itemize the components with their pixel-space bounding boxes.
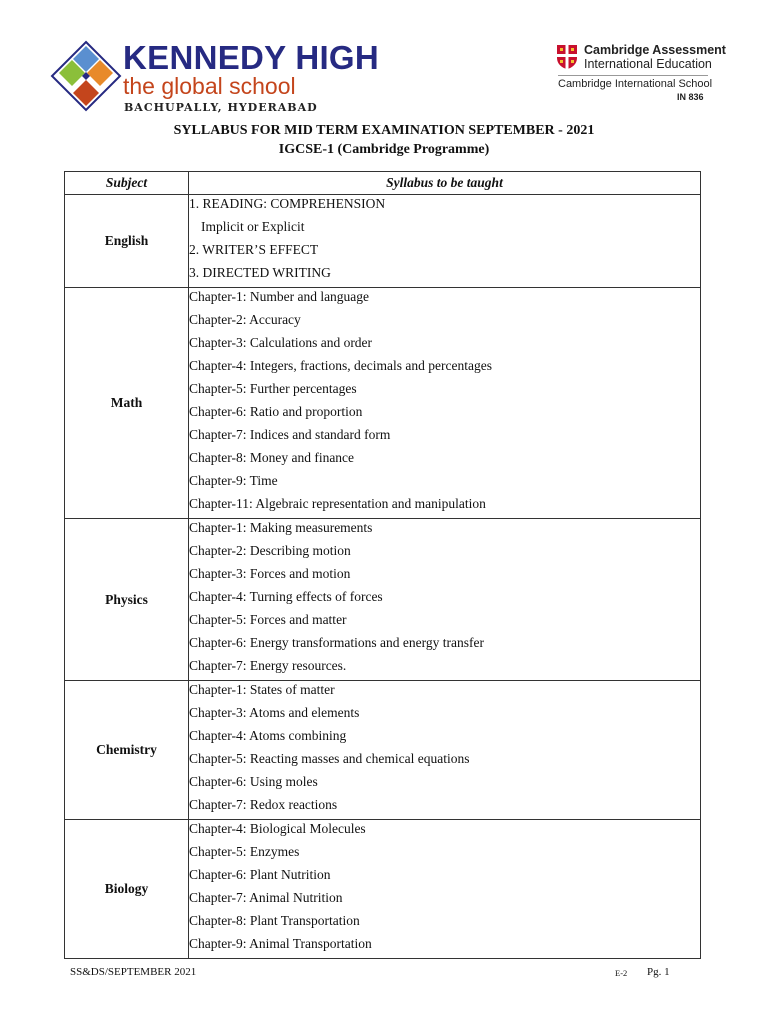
topic-item: Chapter-3: Atoms and elements xyxy=(189,705,360,720)
topic-item: Chapter-7: Animal Nutrition xyxy=(189,890,343,905)
topic-item: Chapter-9: Time xyxy=(189,473,278,488)
syllabus-table xyxy=(64,171,701,959)
subject-cell: English xyxy=(65,195,189,288)
topic-item: Chapter-8: Money and finance xyxy=(189,450,355,465)
topic-item: Chapter-9: Animal Transportation xyxy=(189,936,372,951)
topic-item: Chapter-4: Biological Molecules xyxy=(189,821,366,836)
document-title: SYLLABUS FOR MID TERM EXAMINATION SEPTEMBER - 2021 xyxy=(173,123,595,138)
school-name: KENNEDY HIGH xyxy=(123,39,380,76)
cambridge-assessment-label: Cambridge Assessment xyxy=(584,43,726,57)
topic-item: Chapter-5: Enzymes xyxy=(189,844,300,859)
table-row xyxy=(65,195,701,288)
topic-item: 2. WRITER’S EFFECT xyxy=(189,242,319,257)
topics-cell xyxy=(189,519,701,681)
topic-item: Chapter-8: Plant Transportation xyxy=(189,913,360,928)
topic-item: Chapter-1: Making measurements xyxy=(189,520,373,535)
topics-cell xyxy=(189,681,701,820)
subject-column-header: Subject xyxy=(65,172,189,195)
page-number: Pg. 1 xyxy=(647,966,670,978)
table-row xyxy=(65,681,701,820)
cambridge-center-code: IN 836 xyxy=(677,92,704,102)
topic-item: Chapter-3: Forces and motion xyxy=(189,566,351,581)
topic-item: Chapter-4: Integers, fractions, decimals and percentages xyxy=(189,358,492,373)
page-header xyxy=(0,0,768,118)
topic-item: 1. READING: COMPREHENSION xyxy=(189,196,386,211)
topic-item: Chapter-6: Plant Nutrition xyxy=(189,867,331,882)
footer-code: E-2 xyxy=(615,968,628,978)
topics-cell xyxy=(189,288,701,519)
document-subtitle: IGCSE-1 (Cambridge Programme) xyxy=(278,142,490,157)
topic-item: 3. DIRECTED WRITING xyxy=(189,265,331,280)
subject-cell: Math xyxy=(65,288,189,519)
school-tagline: the global school xyxy=(123,73,296,99)
school-location: BACHUPALLY, HYDERABAD xyxy=(124,101,318,114)
topic-item: Chapter-6: Ratio and proportion xyxy=(189,404,363,419)
topic-item: Chapter-7: Indices and standard form xyxy=(189,427,391,442)
topic-item: Chapter-1: Number and language xyxy=(189,289,370,304)
cambridge-shield-icon xyxy=(556,44,578,70)
topic-item: Chapter-6: Energy transformations and energy transfer xyxy=(189,635,485,650)
table-row xyxy=(65,288,701,519)
topic-item: Chapter-5: Reacting masses and chemical equations xyxy=(189,751,470,766)
footer-reference: SS&DS/SEPTEMBER 2021 xyxy=(70,966,197,978)
topic-item: Chapter-1: States of matter xyxy=(189,682,335,697)
topic-item: Chapter-6: Using moles xyxy=(189,774,318,789)
topic-item: Chapter-3: Calculations and order xyxy=(189,335,373,350)
table-header-row xyxy=(65,172,701,195)
topic-item: Chapter-4: Turning effects of forces xyxy=(189,589,383,604)
subject-cell: Chemistry xyxy=(65,681,189,820)
table-row xyxy=(65,820,701,959)
topic-item: Chapter-2: Accuracy xyxy=(189,312,301,327)
subject-cell: Biology xyxy=(65,820,189,959)
cambridge-divider xyxy=(558,75,708,76)
topic-item: Implicit or Explicit xyxy=(201,219,305,234)
table-row xyxy=(65,519,701,681)
topic-item: Chapter-5: Further percentages xyxy=(189,381,357,396)
topic-item: Chapter-4: Atoms combining xyxy=(189,728,347,743)
cambridge-school-label: Cambridge International School xyxy=(558,78,713,90)
cambridge-international-label: International Education xyxy=(584,57,712,71)
topic-item: Chapter-11: Algebraic representation and manipulation xyxy=(189,496,486,511)
subject-cell: Physics xyxy=(65,519,189,681)
kennedy-logo-icon xyxy=(50,40,122,112)
topic-item: Chapter-7: Energy resources. xyxy=(189,658,347,673)
topics-cell xyxy=(189,195,701,288)
topic-item: Chapter-7: Redox reactions xyxy=(189,797,338,812)
topic-item: Chapter-2: Describing motion xyxy=(189,543,351,558)
topic-item: Chapter-5: Forces and matter xyxy=(189,612,347,627)
syllabus-column-header: Syllabus to be taught xyxy=(189,172,701,195)
topics-cell xyxy=(189,820,701,959)
